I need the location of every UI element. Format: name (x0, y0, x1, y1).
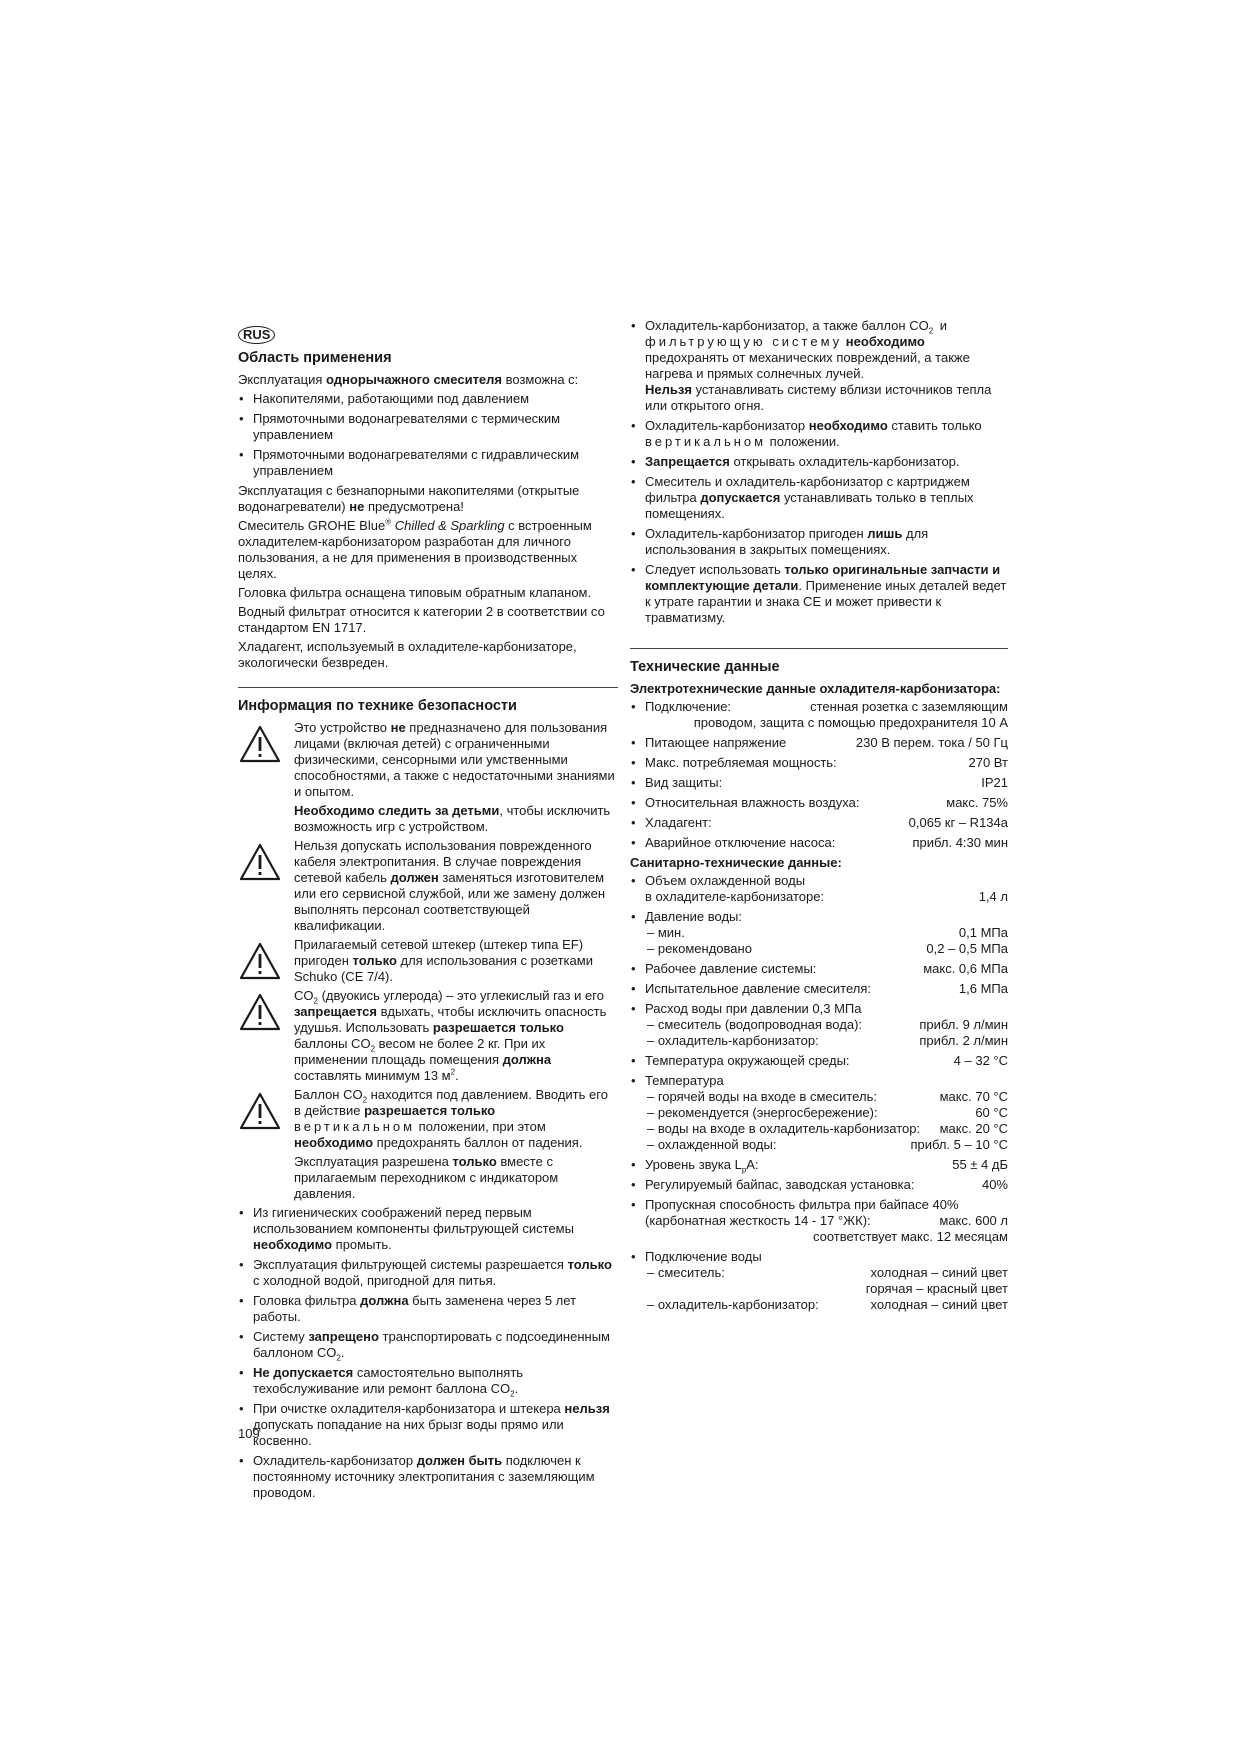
safety-list (238, 1205, 618, 1501)
scope-list (238, 391, 618, 479)
spec-row: • Питающее напряжение 230 В перем. тока / 50 Гц (630, 735, 1008, 751)
warning-block: Баллон $CO_2$ находится под давлением. Вводить его в действие разрешается только вертикальном положении, при этом необходимо предохранять баллон от падения. (238, 1087, 618, 1151)
list-item: • Смеситель и охладитель-карбонизатор с картриджем фильтра допускается устанавливать только в теплых помещениях. (630, 474, 1008, 522)
spec-row: • Макс. потребляемая мощность: 270 Вт (630, 755, 1008, 771)
list-item: • Систему запрещено транспортировать с подсоединенным баллоном $CO_2$. (238, 1329, 618, 1361)
scope-paragraph: Водный фильтрат относится к категории 2 в соответствии со стандартом EN 1717. (238, 604, 605, 635)
list-item: • Охладитель-карбонизатор пригоден лишь для использования в закрытых помещениях. (630, 526, 1008, 558)
spec-row: • Подключение воды – смеситель: холодная – синий цвет горячая – красный цвет – охладитель-карбонизатор: холодная – синий цвет (630, 1249, 1008, 1313)
safety-list-continued (630, 318, 1008, 626)
list-item: • Охладитель-карбонизатор должен быть подключен к постоянному источнику электропитания с заземляющим проводом. (238, 1453, 618, 1501)
spec-row: • Давление воды: – мин. 0,1 МПа – рекомендовано 0,2 – 0,5 МПа (630, 909, 1008, 957)
list-item: • Прямоточными водонагревателями с термическим управлением (238, 411, 618, 443)
scope-paragraph: Головка фильтра оснащена типовым обратным клапаном. (238, 585, 592, 600)
warning-text: Необходимо следить за детьми, чтобы исключить возможность игр с устройством. (294, 803, 611, 834)
spec-row: • Испытательное давление смесителя: 1,6 МПа (630, 981, 1008, 997)
warning-triangle-icon (238, 1087, 294, 1135)
page-number: 109 (238, 1426, 260, 1441)
warning-block: $CO_2$ (двуокись углерода) – это углекислый газ и его запрещается вдыхать, чтобы исключить опасность удушья. Использовать разрешается только баллоны $CO_2$ весом не более 2 кг. При их применении площадь помещения должна составлять минимум 13 $м^2$. (238, 988, 618, 1084)
warning-text: Эксплуатация разрешена только вместе с прилагаемым переходником с индикатором давления. (294, 1154, 559, 1201)
section-divider (238, 687, 618, 688)
spec-row: • Относительная влажность воздуха: макс. 75% (630, 795, 1008, 811)
right-column (630, 318, 1008, 1317)
sanitary-title: Санитарно-технические данные: (630, 855, 842, 870)
safety-title: Информация по технике безопасности (238, 698, 517, 714)
list-item: • Следует использовать только оригинальные запчасти и комплектующие детали. Применение иных деталей ведет к утрате гарантии и знака CE и может привести к травматизму. (630, 562, 1008, 626)
spec-row: • Рабочее давление системы: макс. 0,6 МПа (630, 961, 1008, 977)
list-item: • При очистке охладителя-карбонизатора и штекера нельзя допускать попадание на них брызг воды прямо или косвенно. (238, 1401, 618, 1449)
scope-intro: Эксплуатация однорычажного смесителя возможна с: (238, 372, 579, 387)
spec-row: • Аварийное отключение насоса: прибл. 4:30 мин (630, 835, 1008, 851)
electro-title: Электротехнические данные охладителя-карбонизатора: (630, 681, 1001, 696)
list-item: • Охладитель-карбонизатор необходимо ставить только вертикальном положении. (630, 418, 1008, 450)
spec-row: • Температура – горячей воды на входе в смеситель: макс. 70 °C – рекомендуется (энергосбережение): 60 °C – воды на входе в охладитель-карбонизатор: макс. 20 °C – охлажденной воды: прибл. 5 – 10 °C (630, 1073, 1008, 1153)
warning-block: Это устройство не предназначено для пользования лицами (включая детей) с ограниченными физическими, сенсорными или умственными способностями, а также с недостаточными знаниями и опытом. (238, 720, 618, 800)
spec-row: • Температура окружающей среды: 4 – 32 °C (630, 1053, 1008, 1069)
list-item: • Головка фильтра должна быть заменена через 5 лет работы. (238, 1293, 618, 1325)
spec-row: • Объем охлажденной воды в охладителе-карбонизаторе: 1,4 л (630, 873, 1008, 905)
spec-row: • Уровень звука $L_pA$: 55 ± 4 дБ (630, 1157, 1008, 1173)
warning-block: Нельзя допускать использования поврежденного кабеля электропитания. В случае повреждения сетевой кабель должен заменяться изготовителем или его сервисной службой, или же замену должен выполнять персонал соответствующей квалификации. (238, 838, 618, 934)
electro-list (630, 699, 1008, 851)
left-column (238, 326, 618, 1505)
scope-paragraph: Хладагент, используемый в охладителе-карбонизаторе, экологически безвреден. (238, 639, 577, 670)
list-item: • Охладитель-карбонизатор, а также баллон $CO_2$ и фильтрующую систему необходимо предохранять от механических повреждений, а также нагрева и прямых солнечных лучей. Нельзя устанавливать систему вблизи источников тепла или открытого огня. (630, 318, 1008, 414)
list-item: • Накопителями, работающими под давлением (238, 391, 618, 407)
warning-triangle-icon (238, 720, 294, 768)
spec-row: • Хладагент: 0,065 кг – R134a (630, 815, 1008, 831)
scope-note: Эксплуатация с безнапорными накопителями (открытые водонагреватели) не предусмотрена! (238, 483, 580, 514)
spec-row: • Регулируемый байпас, заводская установка: 40% (630, 1177, 1008, 1193)
list-item: • Запрещается открывать охладитель-карбонизатор. (630, 454, 1008, 470)
spec-row: • Вид защиты: IP21 (630, 775, 1008, 791)
scope-title: Область применения (238, 350, 392, 366)
warning-triangle-icon (238, 937, 294, 985)
list-item: • Из гигиенических соображений перед первым использованием компоненты фильтрующей системы необходимо промыть. (238, 1205, 618, 1253)
scope-paragraph: Смеситель GROHE Blue® Chilled & Sparkling с встроенным охладителем-карбонизатором разработан для личного пользования, а не для применения в производственных целях. (238, 517, 592, 581)
warning-triangle-icon (238, 838, 294, 886)
list-item: • Эксплуатация фильтрующей системы разрешается только с холодной водой, пригодной для питья. (238, 1257, 618, 1289)
language-badge: RUS (238, 326, 275, 344)
section-divider (630, 648, 1008, 649)
list-item: • Прямоточными водонагревателями с гидравлическим управлением (238, 447, 618, 479)
sanitary-list (630, 873, 1008, 1313)
spec-row: • Подключение: стенная розетка с заземляющим проводом, защита с помощью предохранителя 10 А (630, 699, 1008, 731)
warning-triangle-icon (238, 988, 294, 1036)
spec-row: • Пропускная способность фильтра при байпасе 40% (карбонатная жесткость 14 - 17 °ЖК): макс. 600 л соответствует макс. 12 месяцам (630, 1197, 1008, 1245)
spec-row: • Расход воды при давлении 0,3 МПа – смеситель (водопроводная вода): прибл. 9 л/мин – охладитель-карбонизатор: прибл. 2 л/мин (630, 1001, 1008, 1049)
tech-title: Технические данные (630, 659, 780, 675)
warning-block: Прилагаемый сетевой штекер (штекер типа EF) пригоден только для использования с розетками Schuko (CE 7/4). (238, 937, 618, 985)
list-item: • Не допускается самостоятельно выполнять техобслуживание или ремонт баллона $CO_2$. (238, 1365, 618, 1397)
